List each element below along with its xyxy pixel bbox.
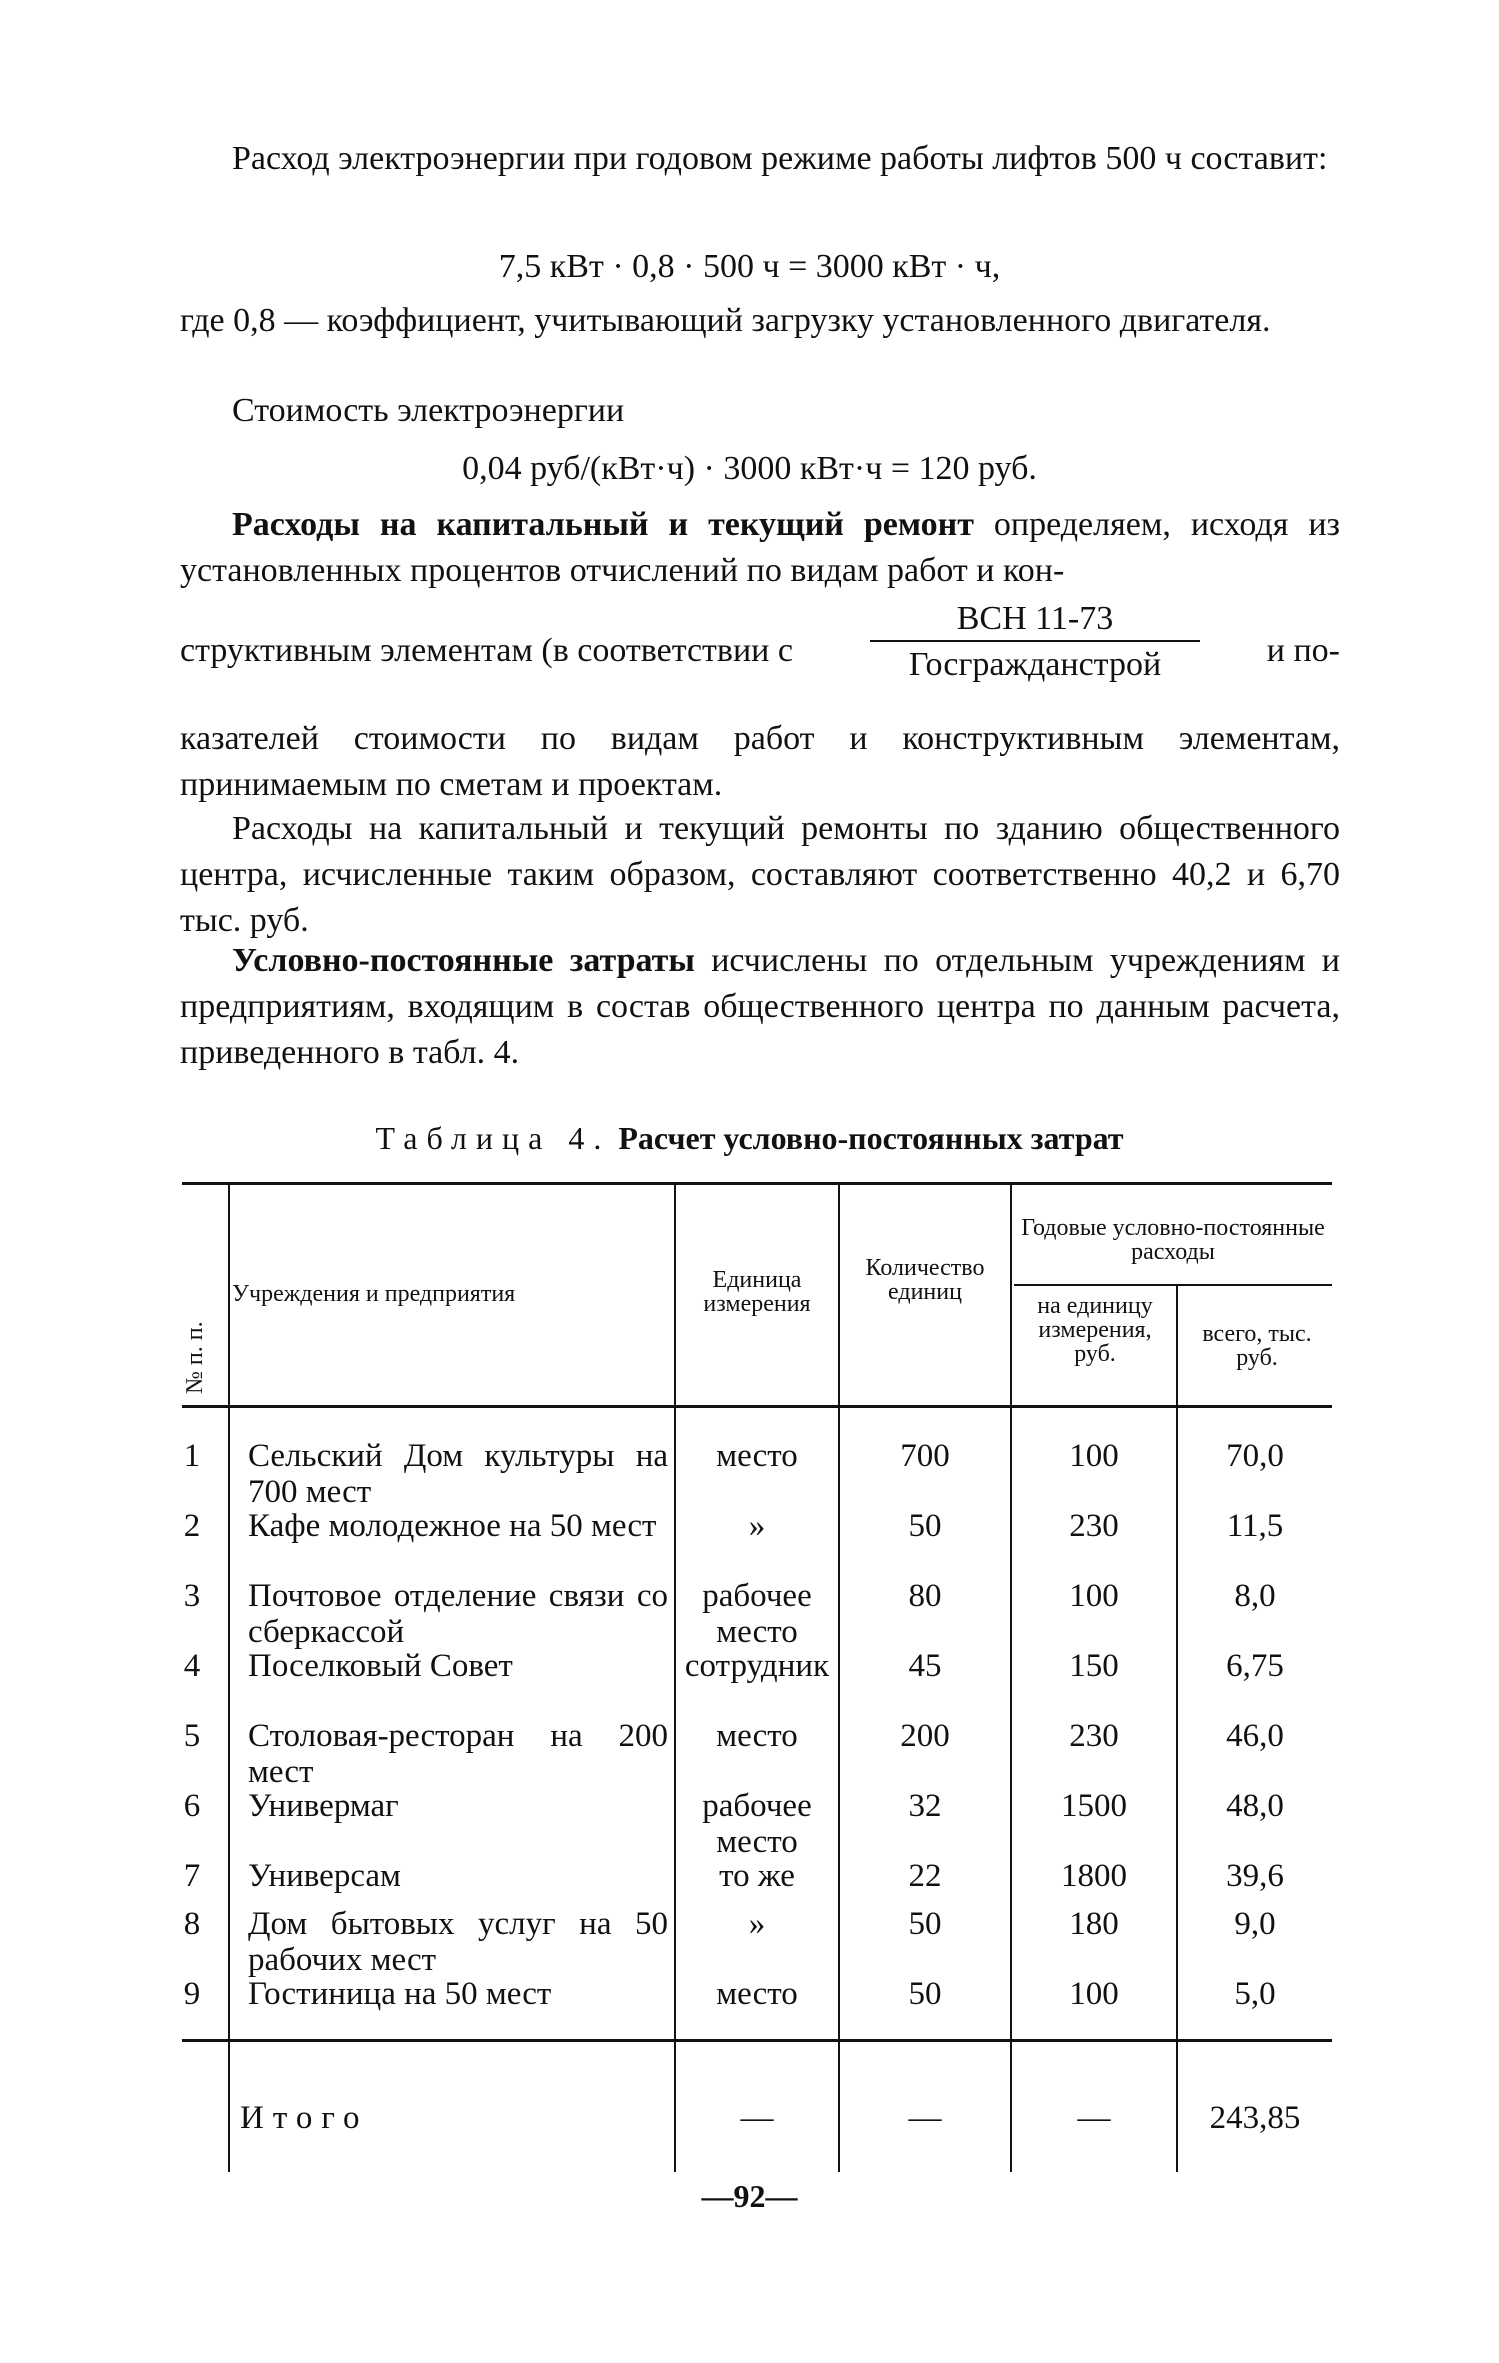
row-8-unit: » xyxy=(748,1906,766,1942)
body-bottom-rule xyxy=(182,2039,1332,2042)
row-8-per-unit: 180 xyxy=(1069,1906,1119,1942)
norm-fraction-line xyxy=(180,598,1340,708)
table-top-rule xyxy=(182,1182,1332,1185)
row-9-unit: место xyxy=(716,1976,798,2012)
row-7-per-unit: 1800 xyxy=(1061,1858,1127,1894)
row-7-unit: то же xyxy=(719,1858,795,1894)
fixed-costs-table xyxy=(172,1182,1332,2172)
row-5-qty: 200 xyxy=(900,1718,950,1754)
header-per-unit: на единицу измерения, руб. xyxy=(1037,1293,1153,1367)
header-annual-costs: Годовые условно-постоянные расходы xyxy=(1021,1215,1325,1265)
row-5-no: 5 xyxy=(183,1718,201,1754)
fraction-denominator: Госгражданстрой xyxy=(908,646,1162,683)
fixed-costs-text: исчислены по отдельным учреждениям и предприятиям, входящим в состав общественного центра по данным расчета, приведенного в табл. 4. xyxy=(180,942,1340,1071)
row-8-total: 9,0 xyxy=(1234,1906,1276,1942)
row-9-name: Гостиница на 50 мест xyxy=(248,1976,552,2012)
paragraph-fixed-costs xyxy=(180,938,1340,1076)
paragraph-repairs-values: Расходы на капитальный и текущий ремонты по зданию общественного центра, исчисленные таким образом, составляют соответственно 40,2 и 6,70 тыс. руб. xyxy=(180,810,1340,939)
row-9-total: 5,0 xyxy=(1234,1976,1276,2012)
row-2-unit: » xyxy=(748,1508,766,1544)
header-unit: Единица измерения xyxy=(703,1267,811,1317)
header-quantity: Количество единиц xyxy=(865,1255,985,1305)
row-2-no: 2 xyxy=(183,1508,201,1544)
row-1-name: Сельский Дом культуры на 700 мест xyxy=(248,1438,668,1510)
row-6-total: 48,0 xyxy=(1226,1788,1284,1824)
total-unit: — xyxy=(740,2100,774,2136)
paragraph-repairs-end: казателей стоимости по видам работ и конструктивным элементам, принимаемым по сметам и проектам. xyxy=(180,720,1340,803)
row-5-name: Столовая-ресторан на 200 мест xyxy=(248,1718,668,1790)
fixed-costs-heading: Условно-постоянные затраты xyxy=(232,942,695,979)
row-6-unit: рабочее место xyxy=(702,1788,812,1860)
row-1-per-unit: 100 xyxy=(1069,1438,1119,1474)
fraction-right-text: и по- xyxy=(1266,632,1340,669)
row-8-no: 8 xyxy=(183,1906,201,1942)
table-caption xyxy=(0,1120,1499,1157)
fraction-left-text: структивным элементам (в соответствии с xyxy=(180,632,793,669)
row-2-total: 11,5 xyxy=(1226,1508,1284,1544)
row-3-qty: 80 xyxy=(908,1578,942,1614)
table-title: Расчет условно-постоянных затрат xyxy=(618,1120,1124,1156)
row-3-unit: рабочее место xyxy=(702,1578,812,1650)
total-per-unit: — xyxy=(1077,2100,1111,2136)
formula-cost: 0,04 руб/(кВт·ч) · 3000 кВт·ч = 120 руб. xyxy=(462,450,1037,487)
norm-fraction xyxy=(870,598,1200,688)
row-5-per-unit: 230 xyxy=(1069,1718,1119,1754)
header-institutions: Учреждения и предприятия xyxy=(232,1281,516,1307)
row-4-per-unit: 150 xyxy=(1069,1648,1119,1684)
row-3-total: 8,0 xyxy=(1234,1578,1276,1614)
table-label: Таблица 4. xyxy=(375,1120,611,1156)
header-number: № п. п. xyxy=(182,1321,208,1394)
page-number: —92— xyxy=(701,2178,798,2214)
row-4-qty: 45 xyxy=(908,1648,942,1684)
row-7-qty: 22 xyxy=(908,1858,942,1894)
repairs-text: определяем, исходя из установленных процентов отчислений по видам работ и кон- xyxy=(180,506,1340,589)
formula-energy: 7,5 кВт · 0,8 · 500 ч = 3000 кВт · ч, xyxy=(498,248,1001,285)
row-5-total: 46,0 xyxy=(1226,1718,1284,1754)
row-6-no: 6 xyxy=(183,1788,201,1824)
row-9-per-unit: 100 xyxy=(1069,1976,1119,2012)
paragraph-electricity-cost: Стоимость электроэнергии xyxy=(232,392,625,429)
row-7-name: Универсам xyxy=(248,1858,401,1894)
paragraph-repairs xyxy=(180,502,1340,594)
row-9-qty: 50 xyxy=(908,1976,942,2012)
row-2-qty: 50 xyxy=(908,1508,942,1544)
total-quantity: — xyxy=(908,2100,942,2136)
paragraph-electricity-consumption: Расход электроэнергии при годовом режиме работы лифтов 500 ч составит: xyxy=(232,140,1328,177)
row-1-unit: место xyxy=(716,1438,798,1474)
row-2-per-unit: 230 xyxy=(1069,1508,1119,1544)
row-7-total: 39,6 xyxy=(1226,1858,1284,1894)
row-8-qty: 50 xyxy=(908,1906,942,1942)
row-5-unit: место xyxy=(716,1718,798,1754)
row-9-no: 9 xyxy=(183,1976,201,2012)
row-6-qty: 32 xyxy=(908,1788,942,1824)
row-3-per-unit: 100 xyxy=(1069,1578,1119,1614)
paragraph-coefficient: где 0,8 — коэффициент, учитывающий загрузку установленного двигателя. xyxy=(180,302,1271,339)
row-1-qty: 700 xyxy=(900,1438,950,1474)
col-rule-1 xyxy=(228,1182,230,2172)
total-sum: 243,85 xyxy=(1209,2100,1301,2136)
row-4-name: Поселковый Совет xyxy=(248,1648,513,1684)
row-6-name: Универмаг xyxy=(248,1788,399,1824)
row-6-per-unit: 1500 xyxy=(1061,1788,1127,1824)
row-1-total: 70,0 xyxy=(1226,1438,1284,1474)
row-1-no: 1 xyxy=(183,1438,201,1474)
row-4-unit: сотрудник xyxy=(684,1648,830,1684)
total-label: Итого xyxy=(240,2100,369,2136)
row-3-name: Почтовое отделение связи со сберкассой xyxy=(248,1578,668,1650)
header-bottom-rule xyxy=(182,1405,1332,1408)
header-sub-rule xyxy=(1014,1284,1332,1286)
repairs-heading: Расходы на капитальный и текущий ремонт xyxy=(232,506,974,543)
header-total: всего, тыс. руб. xyxy=(1202,1321,1312,1371)
row-4-no: 4 xyxy=(183,1648,201,1684)
row-3-no: 3 xyxy=(183,1578,201,1614)
row-4-total: 6,75 xyxy=(1226,1648,1284,1684)
row-8-name: Дом бытовых услуг на 50 рабочих мест xyxy=(248,1906,668,1978)
row-7-no: 7 xyxy=(183,1858,201,1894)
fraction-numerator: ВСН 11-73 xyxy=(870,598,1200,642)
row-2-name: Кафе молодежное на 50 мест xyxy=(248,1508,657,1544)
